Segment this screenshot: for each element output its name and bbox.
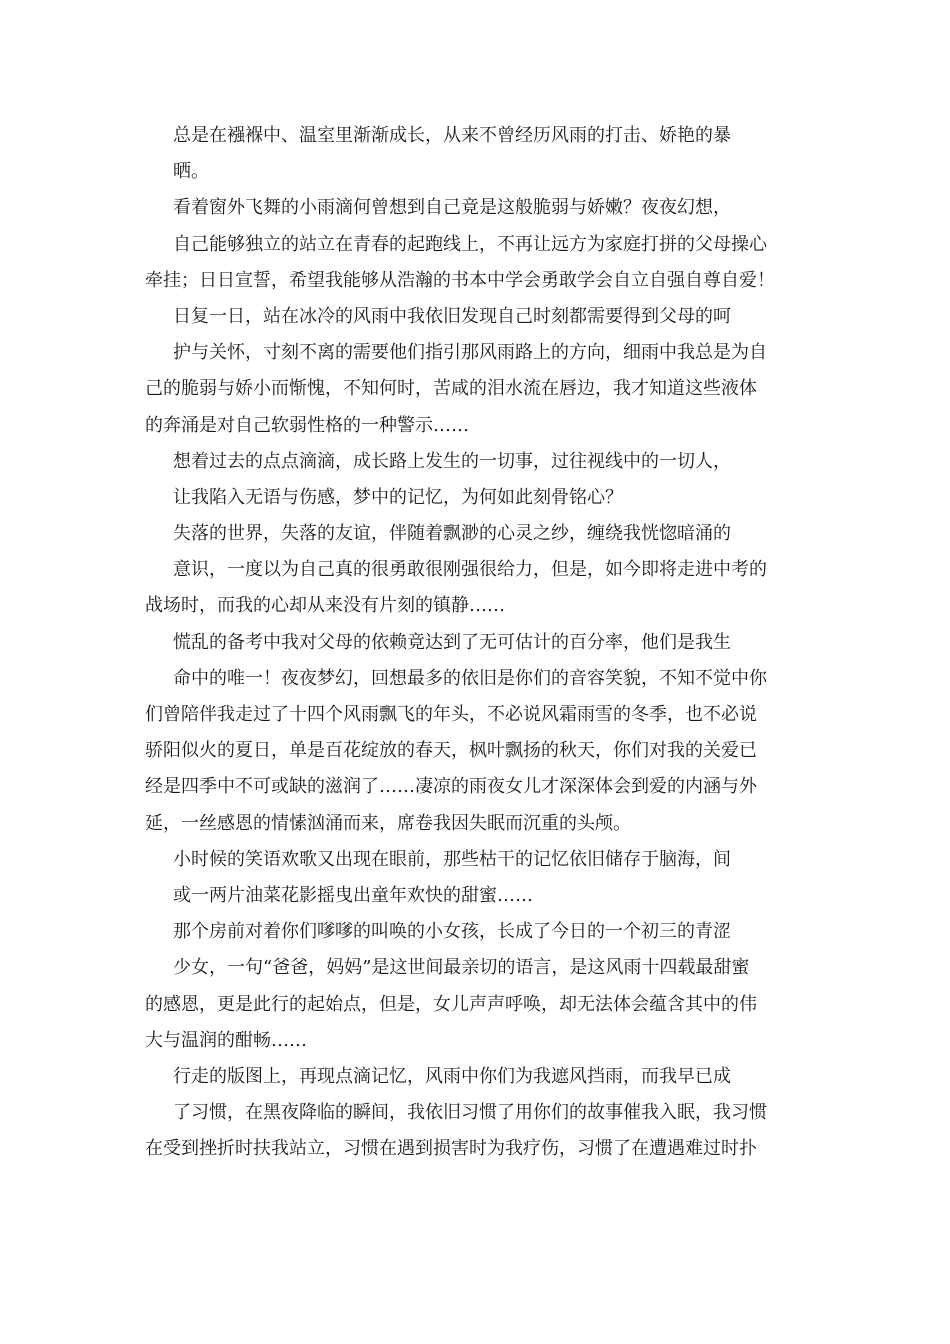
text-line-11: 让我陷入无语与伤感，梦中的记忆，为何如此刻骨铭心？: [173, 486, 623, 508]
text-line-27: 行走的版图上，再现点滴记忆，风雨中你们为我遮风挡雨，而我早已成: [173, 1065, 731, 1087]
text-line-7: 护与关怀，寸刻不离的需要他们指引那风雨路上的方向，细雨中我总是为自: [173, 342, 767, 364]
text-line-19: 经是四季中不可或缺的滋润了……凄凉的雨夜女儿才深深体会到爱的内涵与外: [145, 776, 757, 798]
text-line-13: 意识，一度以为自己真的很勇敢很刚强很给力，但是，如今即将走进中考的: [173, 559, 767, 581]
text-line-5: 牵挂；日日宣誓，希望我能够从浩瀚的书本中学会勇敢学会自立自强自尊自爱！: [145, 269, 775, 291]
text-line-26: 大与温润的酣畅……: [145, 1029, 307, 1051]
text-line-16: 命中的唯一！夜夜梦幻，回想最多的依旧是你们的音容笑貌，不知不觉中你: [173, 667, 767, 689]
essay-text: [145, 118, 825, 1167]
text-line-6: 日复一日，站在冰冷的风雨中我依旧发现自己时刻都需要得到父母的呵: [173, 305, 731, 327]
text-line-23: 那个房前对着你们嗲嗲的叫唤的小女孩，长成了今日的一个初三的青涩: [173, 921, 731, 943]
text-line-14: 战场时，而我的心却从来没有片刻的镇静……: [145, 595, 505, 617]
text-line-9: 的奔涌是对自己软弱性格的一种警示……: [145, 414, 469, 436]
text-line-21: 小时候的笑语欢歌又出现在眼前，那些枯干的记忆依旧储存于脑海，间: [173, 848, 731, 870]
text-line-29: 在受到挫折时扶我站立，习惯在遇到损害时为我疗伤，习惯了在遭遇难过时扑: [145, 1138, 757, 1160]
text-line-22: 或一两片油菜花影摇曳出童年欢快的甜蜜……: [173, 884, 533, 906]
text-line-20: 延，一丝感恩的情愫汹涌而来，席卷我因失眠而沉重的头颅。: [145, 812, 631, 834]
text-line-3: 看着窗外飞舞的小雨滴何曾想到自己竟是这般脆弱与娇嫩？夜夜幻想，: [173, 197, 731, 219]
text-line-8: 己的脆弱与娇小而惭愧，不知何时，苦咸的泪水流在唇边，我才知道这些液体: [145, 378, 757, 400]
text-line-24: 少女，一句“爸爸，妈妈”是这世间最亲切的语言，是这风雨十四载最甜蜜: [173, 957, 750, 979]
text-line-28: 了习惯，在黑夜降临的瞬间，我依旧习惯了用你们的故事催我入眠，我习惯: [173, 1102, 767, 1124]
text-line-4: 自己能够独立的站立在青春的起跑线上，不再让远方为家庭打拼的父母操心: [173, 233, 767, 255]
text-line-12: 失落的世界，失落的友谊，伴随着飘渺的心灵之纱，缠绕我恍惚暗涌的: [173, 523, 731, 545]
text-line-15: 慌乱的备考中我对父母的依赖竟达到了无可估计的百分率，他们是我生: [173, 631, 731, 653]
text-line-10: 想着过去的点点滴滴，成长路上发生的一切事，过往视线中的一切人，: [173, 450, 731, 472]
text-line-2: 晒。: [173, 161, 209, 183]
text-line-25: 的感恩，更是此行的起始点，但是，女儿声声呼唤，却无法体会蕴含其中的伟: [145, 993, 757, 1015]
text-line-17: 们曾陪伴我走过了十四个风雨飘飞的年头，不必说风霜雨雪的冬季，也不必说: [145, 704, 757, 725]
text-line-18: 骄阳似火的夏日，单是百花绽放的春天，枫叶飘扬的秋天，你们对我的关爱已: [145, 740, 757, 762]
text-line-1: 总是在襁褓中、温室里渐渐成长，从来不曾经历风雨的打击、娇艳的暴: [173, 125, 731, 146]
